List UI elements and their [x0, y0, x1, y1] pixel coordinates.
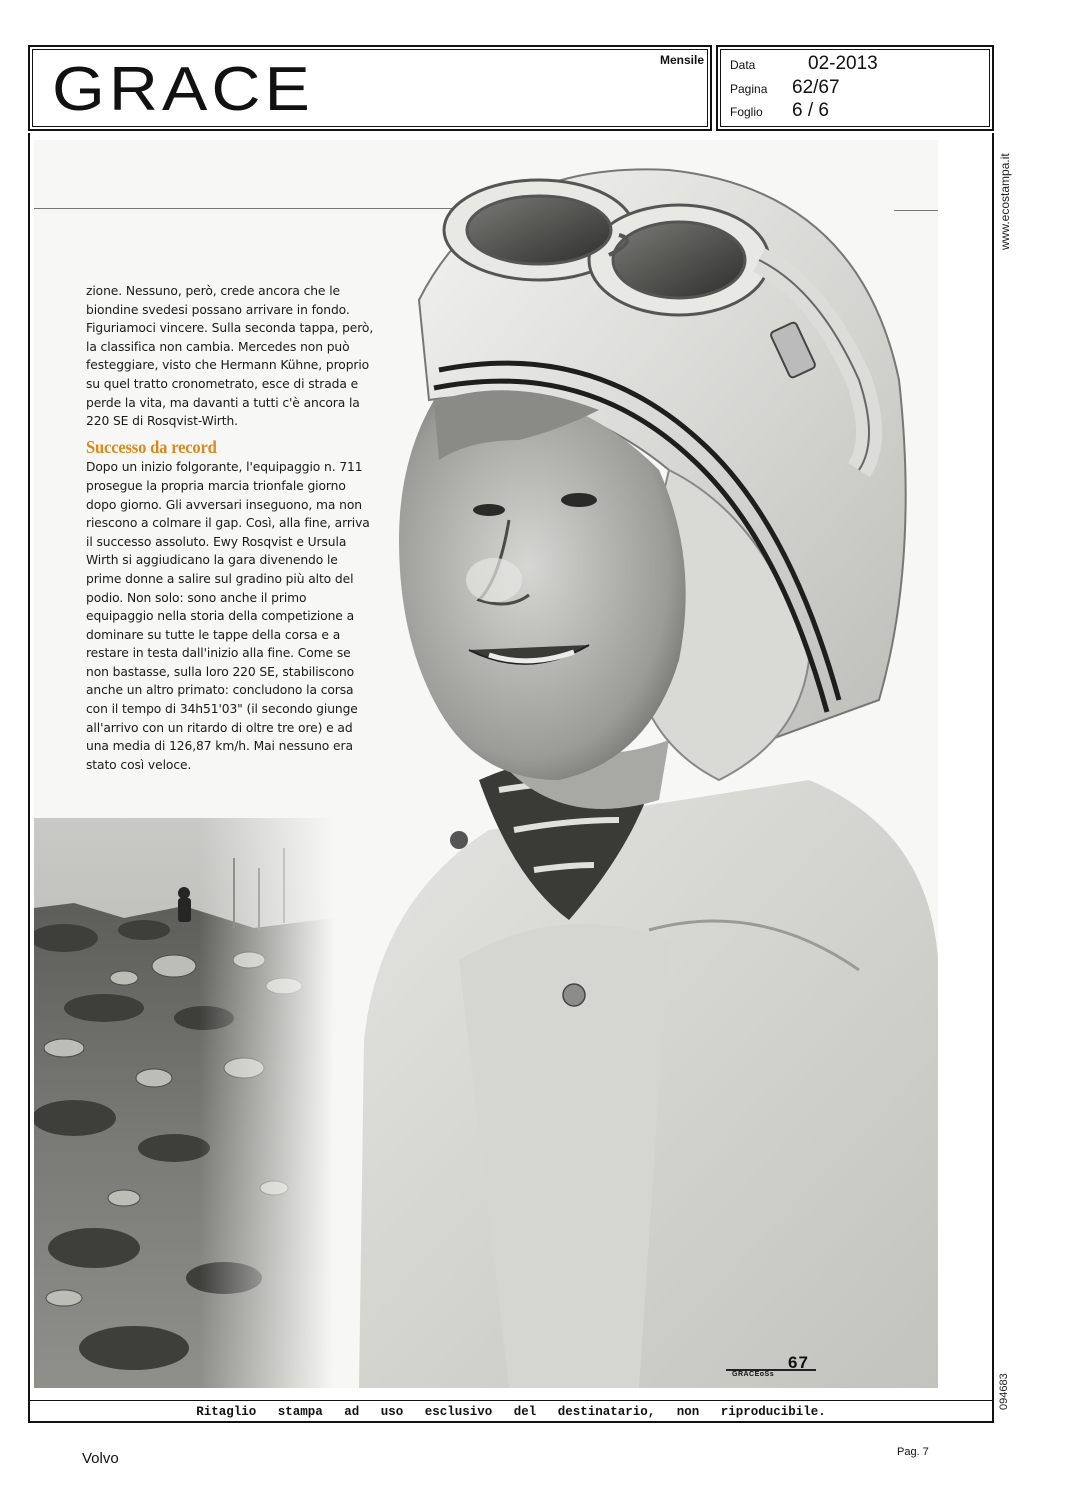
masthead-box	[28, 45, 712, 131]
agency-url: www.ecostampa.it	[998, 153, 1012, 250]
portrait-photo	[339, 140, 938, 1388]
folio-brand: GRACEoSs	[732, 1371, 775, 1378]
meta-value-date: 02-2013	[808, 53, 878, 74]
meta-label-date: Data	[730, 58, 756, 72]
landscape-photo	[34, 818, 334, 1388]
article-subheading: Successo da record	[86, 436, 217, 457]
meta-row-sheet	[730, 100, 829, 122]
clipping-code: 094683	[998, 1373, 1010, 1410]
article-paragraph-1: zione. Nessuno, però, crede ancora che le biondine svedesi possano arrivare in fondo. Figuriamoci vincere. Sulla seconda tappa, però, la classifica non cambia. Mercedes non può festeggiare, visto che Hermann Kühne, proprio su quel tratto cronometrato, esce di strada e perde la vita, ma davanti a tutti c'è ancora la 220 SE di Rosqvist-Wirth.	[86, 284, 374, 429]
meta-row-date	[730, 53, 878, 75]
metadata-box	[716, 45, 994, 131]
meta-label-sheet: Foglio	[730, 105, 763, 119]
meta-label-page: Pagina	[730, 82, 768, 96]
clipping-notice: Ritaglio stampa ad uso esclusivo del destinatario, non riproducibile.	[196, 1405, 826, 1419]
frame-divider	[30, 1400, 992, 1401]
article-paragraph-2: Dopo un inizio folgorante, l'equipaggio n. 711 prosegue la propria marcia trionfale giorno dopo giorno. Gli avversari inseguono, ma non riescono a colmare il gap. Così, alla fine, arriva il successo assoluto. Ewy Rosqvist e Ursula Wirth si aggiudicano la gara divenendo le prime donne a salire sul gradino più alto del podio. Non solo: sono anche il primo equipaggio nella storia della competizione a dominare su tutte le tappe della corsa e a restare in testa dall'inizio alla fine. Come se non bastasse, sulla loro 220 SE, stabiliscono anche un altro primato: concludono la corsa con il tempo di 34h51'03" (il secondo giunge all'arrivo con un ritardo di oltre tre ore) e ad una media di 126,87 km/h. Mai nessuno era stato così veloce.	[86, 460, 370, 772]
meta-row-page	[730, 77, 840, 99]
magazine-page	[34, 140, 938, 1388]
article-text-column	[86, 282, 376, 774]
meta-value-page: 62/67	[792, 77, 840, 98]
publication-frequency: Mensile	[659, 53, 704, 67]
meta-value-sheet: 6 / 6	[792, 100, 829, 121]
page-number: Pag. 7	[897, 1446, 929, 1458]
client-name: Volvo	[82, 1450, 119, 1467]
folio-number: 67	[788, 1353, 809, 1372]
publication-logo: GRACE	[52, 53, 314, 124]
